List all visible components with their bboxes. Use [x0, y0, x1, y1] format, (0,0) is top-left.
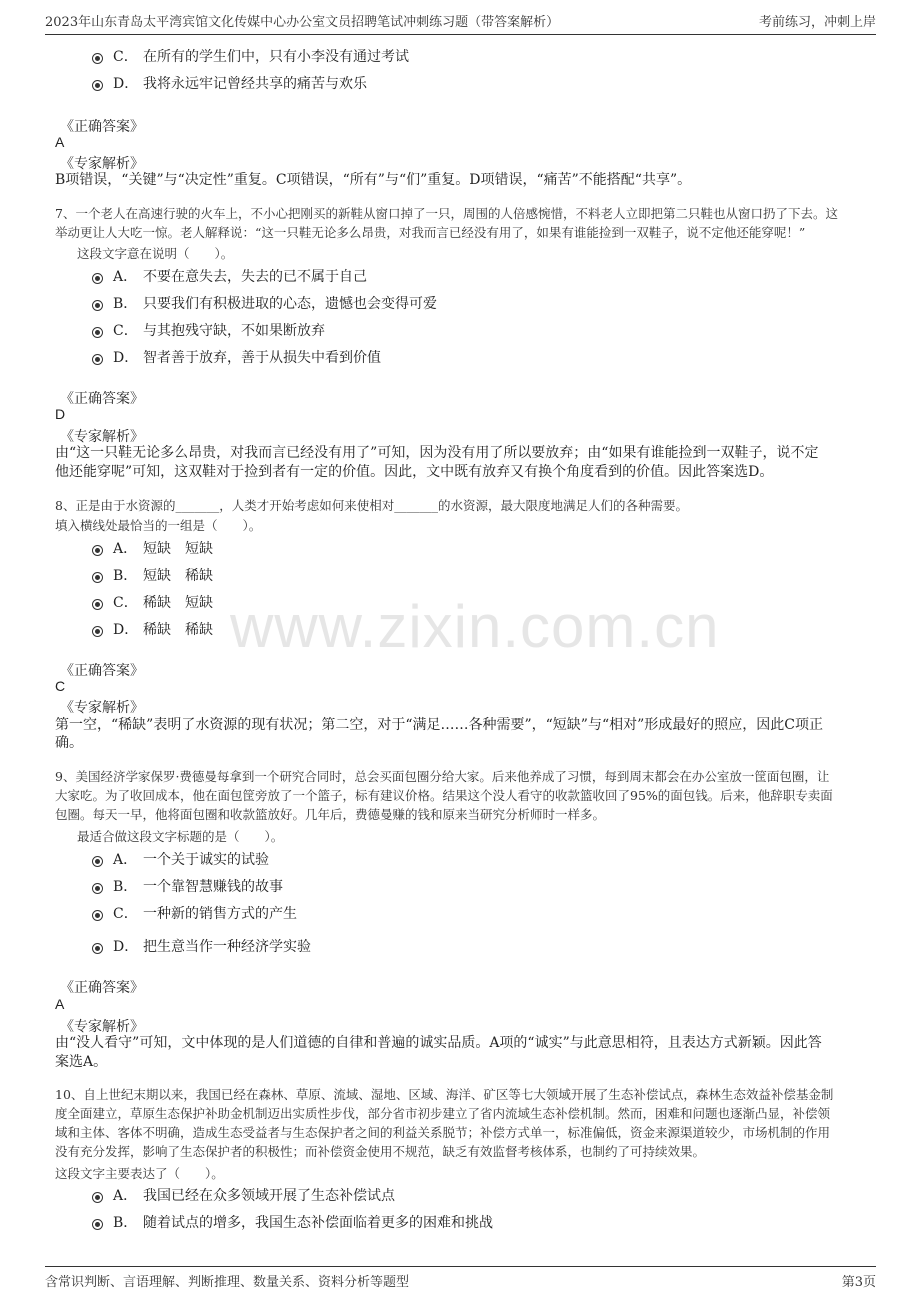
- q10-prompt: 这段文字主要表达了（ ）。: [55, 1166, 224, 1181]
- radio-icon: [92, 300, 103, 311]
- q8-stem: 8、正是由于水资源的_______，人类才开始考虑如何来使相对_______的水资源，最大限度地满足人们的各种需要。: [55, 498, 688, 513]
- q10-option-b[interactable]: [92, 1212, 493, 1232]
- radio-icon: [92, 327, 103, 338]
- q9-stem-line-1: 9、美国经济学家保罗·费德曼每拿到一个研究合同时，总会买面包圈分给大家。后来他养成了习惯，每到周末都会在办公室放一筐面包圈，让: [55, 769, 830, 784]
- option-letter: B．: [113, 1215, 138, 1231]
- q9-answer: A: [55, 996, 65, 1012]
- q7-option-b[interactable]: [92, 293, 437, 313]
- radio-icon: [92, 856, 103, 867]
- radio-icon: [92, 545, 103, 556]
- option-letter: B．: [113, 568, 138, 584]
- q9-option-a[interactable]: [92, 849, 269, 869]
- option-text: 一个靠智慧赚钱的故事: [143, 879, 283, 895]
- q8-prompt: 填入横线处最恰当的一组是（ ）。: [55, 518, 262, 533]
- option-text: 我将永远牢记曾经共享的痛苦与欢乐: [143, 76, 367, 92]
- q9-answer-title: 《正确答案》: [60, 980, 144, 996]
- q6-option-c[interactable]: [92, 46, 409, 66]
- q9-stem-line-2: 大家吃。为了收回成本，他在面包筐旁放了一个篮子，标有建议价格。结果这个没人看守的收款篮收回了95%的面包钱。后来，他辞职专卖面: [55, 788, 833, 803]
- q8-option-d[interactable]: [92, 619, 213, 639]
- option-text: 把生意当作一种经济学实验: [143, 939, 311, 955]
- q7-option-a[interactable]: [92, 266, 367, 286]
- option-letter: C．: [113, 323, 138, 339]
- option-letter: A．: [113, 852, 138, 868]
- q10-option-a[interactable]: [92, 1185, 395, 1205]
- option-text: 稀缺 稀缺: [143, 622, 213, 638]
- option-text: 一种新的销售方式的产生: [143, 906, 297, 922]
- q8-answer-title: 《正确答案》: [60, 663, 144, 679]
- radio-icon: [92, 1219, 103, 1230]
- option-text: 智者善于放弃，善于从损失中看到价值: [143, 350, 381, 366]
- q8-option-c[interactable]: [92, 592, 213, 612]
- q9-option-d[interactable]: [92, 936, 311, 956]
- q9-option-b[interactable]: [92, 876, 283, 896]
- q9-analysis-line-1: 由“没人看守”可知，文中体现的是人们道德的自律和普遍的诚实品质。A项的“诚实”与此意思相符，且表达方式新颖。因此答: [55, 1035, 822, 1051]
- q9-analysis-line-2: 案选A。: [55, 1054, 108, 1070]
- q10-stem-line-3: 域和主体、客体不明确，造成生态受益者与生态保护者之间的利益关系脱节；补偿方式单一，标准偏低，资金来源渠道较少，市场机制的作用: [55, 1125, 831, 1140]
- radio-icon: [92, 943, 103, 954]
- q6-analysis: B项错误，“关键”与“决定性”重复。C项错误，“所有”与“们”重复。D项错误，“痛苦”不能搭配“共享”。: [55, 172, 692, 188]
- option-text: 随着试点的增多，我国生态补偿面临着更多的困难和挑战: [143, 1215, 493, 1231]
- q6-option-d[interactable]: [92, 73, 367, 93]
- option-text: 只要我们有积极进取的心态，遗憾也会变得可爱: [143, 296, 437, 312]
- q7-stem-line-2: 举动更让人大吃一惊。老人解释说：“这一只鞋无论多么昂贵，对我而言已经没有用了，如果有谁能捡到一双鞋子，说不定他还能穿呢！”: [55, 225, 806, 240]
- radio-icon: [92, 883, 103, 894]
- q9-prompt: 最适合做这段文字标题的是（ ）。: [77, 829, 284, 844]
- option-text: 在所有的学生们中，只有小李没有通过考试: [143, 49, 409, 65]
- option-letter: B．: [113, 879, 138, 895]
- q8-analysis-title: 《专家解析》: [60, 700, 144, 716]
- q7-option-c[interactable]: [92, 320, 325, 340]
- radio-icon: [92, 599, 103, 610]
- option-text: 短缺 稀缺: [143, 568, 213, 584]
- option-text: 不要在意失去，失去的已不属于自己: [143, 269, 367, 285]
- radio-icon: [92, 354, 103, 365]
- radio-icon: [92, 910, 103, 921]
- q10-stem-line-2: 度全面建立，草原生态保护补助金机制迈出实质性步伐，部分省市初步建立了省内流域生态补偿机制。然而，困难和问题也逐渐凸显，补偿领: [55, 1106, 831, 1121]
- option-text: 稀缺 短缺: [143, 595, 213, 611]
- watermark: www.zixin.com.cn: [230, 593, 720, 660]
- q6-analysis-title: 《专家解析》: [60, 156, 144, 172]
- q7-answer: D: [55, 406, 66, 422]
- radio-icon: [92, 53, 103, 64]
- radio-icon: [92, 572, 103, 583]
- q9-stem-line-3: 包圈。每天一早，他将面包圈和收款篮放好。几年后，费德曼赚的钱和原来当研究分析师时一样多。: [55, 807, 606, 822]
- option-text: 与其抱残守缺，不如果断放弃: [143, 323, 325, 339]
- option-letter: C．: [113, 49, 138, 65]
- q8-analysis-line-1: 第一空，“稀缺”表明了水资源的现有状况；第二空，对于“满足……各种需要”，“短缺”与“相对”形成最好的照应，因此C项正: [55, 717, 823, 733]
- header-slogan: 考前练习，冲刺上岸: [758, 15, 876, 30]
- q7-stem-line-1: 7、一个老人在高速行驶的火车上，不小心把刚买的新鞋从窗口掉了一只，周围的人倍感惋惜，不料老人立即把第二只鞋也从窗口扔了下去。这: [55, 206, 838, 221]
- option-letter: B．: [113, 296, 138, 312]
- option-letter: C．: [113, 595, 138, 611]
- option-letter: A．: [113, 1188, 138, 1204]
- q8-answer: C: [55, 678, 66, 694]
- q7-prompt: 这段文字意在说明（ ）。: [77, 246, 234, 261]
- radio-icon: [92, 626, 103, 637]
- q8-analysis-line-2: 确。: [55, 735, 83, 751]
- option-letter: A．: [113, 541, 138, 557]
- q7-analysis-title: 《专家解析》: [60, 429, 144, 445]
- q9-option-c[interactable]: [92, 903, 297, 923]
- q7-option-d[interactable]: [92, 347, 381, 367]
- option-letter: D．: [113, 939, 139, 955]
- option-text: 我国已经在众多领域开展了生态补偿试点: [143, 1188, 395, 1204]
- radio-icon: [92, 1192, 103, 1203]
- page-header: [45, 8, 876, 35]
- option-text: 一个关于诚实的试验: [143, 852, 269, 868]
- q7-answer-title: 《正确答案》: [60, 391, 144, 407]
- option-letter: D．: [113, 622, 139, 638]
- page-number: 第3页: [841, 1275, 876, 1290]
- q7-analysis-line-2: 他还能穿呢”可知，这双鞋对于捡到者有一定的价值。因此，文中既有放弃又有换个角度看到的价值。因此答案选D。: [55, 464, 774, 480]
- radio-icon: [92, 80, 103, 91]
- q10-stem-line-4: 没有充分发挥，影响了生态保护者的积极性；而补偿资金使用不规范，缺乏有效监督考核体系，也制约了可持续效果。: [55, 1144, 706, 1159]
- option-letter: D．: [113, 350, 139, 366]
- q8-option-a[interactable]: [92, 538, 213, 558]
- option-text: 短缺 短缺: [143, 541, 213, 557]
- radio-icon: [92, 273, 103, 284]
- q6-answer: A: [55, 134, 65, 150]
- option-letter: A．: [113, 269, 138, 285]
- option-letter: C．: [113, 906, 138, 922]
- q8-option-b[interactable]: [92, 565, 213, 585]
- q6-answer-title: 《正确答案》: [60, 119, 144, 135]
- footer-description: 含常识判断、言语理解、判断推理、数量关系、资料分析等题型: [45, 1275, 410, 1290]
- option-letter: D．: [113, 76, 139, 92]
- q9-analysis-title: 《专家解析》: [60, 1019, 144, 1035]
- q10-stem-line-1: 10、自上世纪末期以来，我国已经在森林、草原、流域、湿地、区域、海洋、矿区等七大领域开展了生态补偿试点，森林生态效益补偿基金制: [55, 1087, 834, 1102]
- document-title: 2023年山东青岛太平湾宾馆文化传媒中心办公室文员招聘笔试冲刺练习题（带答案解析）: [45, 15, 560, 30]
- page-footer: [45, 1266, 876, 1289]
- q7-analysis-line-1: 由“这一只鞋无论多么昂贵，对我而言已经没有用了”可知，因为没有用了所以要放弃；由“如果有谁能捡到一双鞋子，说不定: [55, 445, 819, 461]
